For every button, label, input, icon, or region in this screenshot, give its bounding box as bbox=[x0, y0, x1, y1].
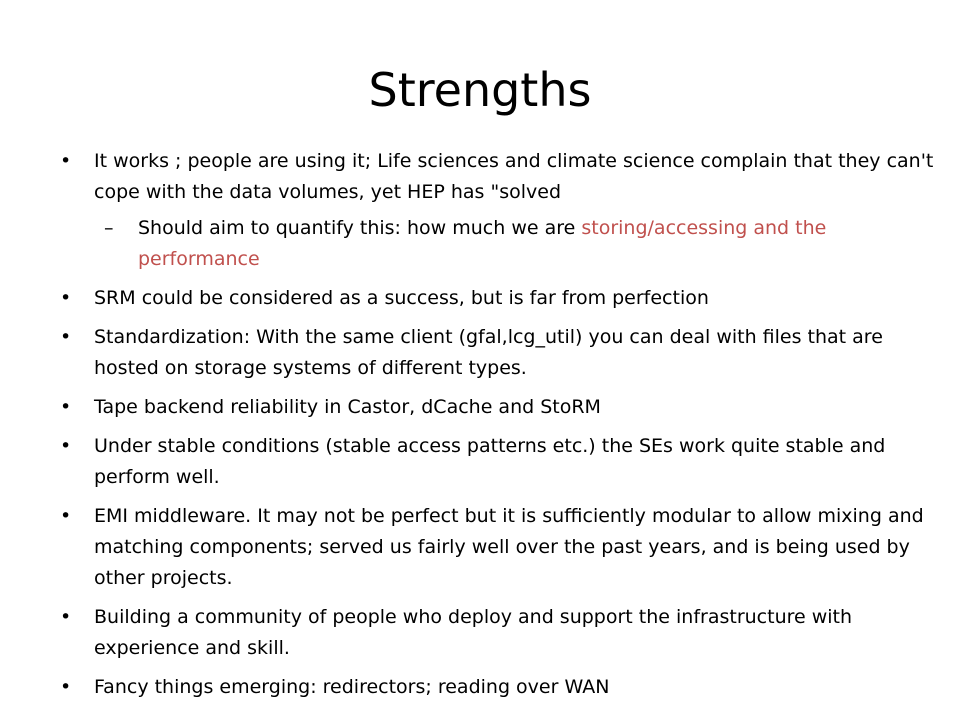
bullet-list bbox=[56, 146, 936, 711]
bullet-item bbox=[56, 392, 936, 423]
bullet-marker: • bbox=[60, 606, 72, 628]
bullet-marker: • bbox=[60, 287, 72, 309]
bullet-item bbox=[56, 283, 936, 314]
bullet-text: EMI middleware. It may not be perfect but it is sufficiently modular to allow mixing and matching components; served us fairly well over the past years, and is being used by other projects. bbox=[94, 505, 924, 589]
bullet-item bbox=[56, 146, 936, 208]
bullet-marker: • bbox=[60, 396, 72, 418]
bullet-marker: • bbox=[60, 505, 72, 527]
bullet-item bbox=[56, 431, 936, 493]
bullet-marker: • bbox=[60, 435, 72, 457]
bullet-marker: • bbox=[60, 676, 72, 698]
bullet-text: Fancy things emerging: redirectors; reading over WAN bbox=[94, 676, 610, 698]
bullet-marker: • bbox=[60, 326, 72, 348]
bullet-item bbox=[56, 602, 936, 664]
bullet-text: Standardization: With the same client (gfal,lcg_util) you can deal with files that are hosted on storage systems of different types. bbox=[94, 326, 883, 379]
bullet-text: Under stable conditions (stable access patterns etc.) the SEs work quite stable and perform well. bbox=[94, 435, 886, 488]
bullet-text: Tape backend reliability in Castor, dCache and StoRM bbox=[94, 396, 601, 418]
bullet-item bbox=[56, 322, 936, 384]
bullet-text: Building a community of people who deploy and support the infrastructure with experience and skill. bbox=[94, 606, 853, 659]
sub-bullet-item bbox=[56, 213, 936, 275]
bullet-marker: • bbox=[60, 150, 72, 172]
sub-bullet-text: Should aim to quantify this: how much we are bbox=[138, 217, 582, 239]
bullet-item bbox=[56, 672, 936, 703]
dash-marker: – bbox=[104, 217, 114, 239]
bullet-item bbox=[56, 501, 936, 594]
slide-title: Strengths bbox=[368, 63, 592, 117]
bullet-text: SRM could be considered as a success, but is far from perfection bbox=[94, 287, 709, 309]
bullet-text: It works ; people are using it; Life sciences and climate science complain that they can't cope with the data volumes, yet HEP has "solved bbox=[94, 150, 934, 203]
sub-bullet-highlight: storing/accessing and the performance bbox=[138, 217, 827, 270]
